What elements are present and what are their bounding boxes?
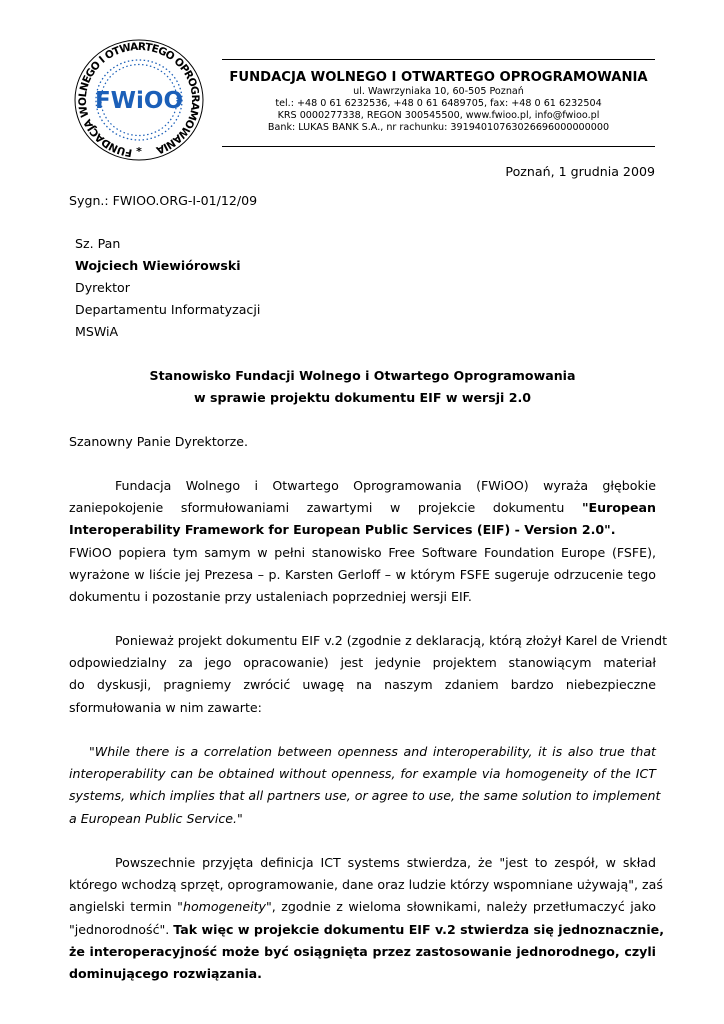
header-top-rule: [222, 59, 655, 60]
organization-phones: tel.: +48 0 61 6232536, +48 0 61 6489705, fax: +48 0 61 6232504: [275, 98, 602, 109]
p1-line-4: FWiOO popiera tym samym w pełni stanowisko Free Software Foundation Europe (FSFE),: [69, 545, 656, 560]
recipient-name: Wojciech Wiewiórowski: [75, 258, 241, 273]
reference-number: Sygn.: FWIOO.ORG-I-01/12/09: [69, 193, 258, 208]
p3-line-4-bold: Tak więc w projekcie dokumentu EIF v.2 stwierdza się jednoznacznie,: [173, 922, 664, 937]
p3-line-2: którego wchodzą sprzęt, oprogramowanie, dane oraz ludzie którzy wspomniane używają", zaś: [69, 877, 663, 892]
organization-address: ul. Wawrzyniaka 10, 60-505 Poznań: [353, 86, 524, 97]
p3-line-3: [69, 899, 656, 915]
fwioo-logo: [66, 38, 212, 162]
subject-line-2: w sprawie projektu dokumentu EIF w wersji 2.0: [193, 390, 532, 405]
p3-line-3-a: angielski termin ": [69, 899, 183, 914]
organization-registry: KRS 0000277338, REGON 300545500, www.fwioo.pl, info@fwioo.pl: [277, 110, 600, 121]
p1-line-2: [69, 500, 656, 516]
quote-line-1: "While there is a correlation between openness and interoperability, it is also true that: [89, 744, 656, 759]
header-bottom-rule: [222, 146, 655, 147]
greeting: Szanowny Panie Dyrektorze.: [69, 434, 248, 449]
logo-star: *: [136, 145, 142, 158]
p1-line-2-bold: "European: [581, 500, 656, 515]
p1-line-5: wyrażone w liście jej Prezesa – p. Karsten Gerloff – w którym FSFE sugeruje odrzucenie tego: [69, 567, 656, 582]
p2-line-2: odpowiedzialny za jego opracowanie) jest jedynie projektem stanowiącym materiał: [69, 655, 656, 670]
p2-line-3: do dyskusji, pragniemy zwrócić uwagę na naszym zdaniem bardzo niebezpieczne: [69, 677, 656, 692]
p1-line-2-text: zaniepokojenie sformułowaniami zawartymi w projekcie dokumentu: [69, 500, 582, 515]
p3-line-4-a: "jednorodność".: [69, 922, 174, 937]
p1-line-3: Interoperability Framework for European Public Services (EIF) - Version 2.0".: [69, 522, 616, 537]
logo-ring-text: FUNDACJA WOLNEGO I OTWARTEGO OPROGRAMOWANIA: [76, 40, 202, 159]
p3-line-3-c: ", zgodnie z wieloma słownikami, należy przetłumaczyć jako: [266, 899, 656, 914]
recipient-department: Departamentu Informatyzacji: [75, 302, 261, 317]
p3-line-4: [69, 922, 664, 938]
p3-line-3-italic: homogeneity: [182, 899, 266, 914]
p3-line-6: dominującego rozwiązania.: [69, 966, 262, 981]
p3-line-1: Powszechnie przyjęta definicja ICT systems stwierdza, że "jest to zespół, w skład: [115, 855, 656, 870]
organization-bank: Bank: LUKAS BANK S.A., nr rachunku: 39194010763026696000000000: [267, 122, 610, 133]
recipient-ministry: MSWiA: [75, 324, 119, 339]
quote-line-2: interoperability can be obtained without openness, for example via homogeneity of the ICT: [69, 766, 656, 781]
logo-initials: FWiOO: [94, 88, 184, 114]
p2-line-4: sformułowania w nim zawarte:: [69, 700, 262, 715]
p1-line-1: Fundacja Wolnego i Otwartego Oprogramowania (FWiOO) wyraża głębokie: [115, 478, 656, 493]
quote-line-3: systems, which implies that all partners use, or agree to use, the same solution to implement: [69, 788, 661, 803]
recipient-salutation: Sz. Pan: [75, 236, 121, 251]
subject-line-1: Stanowisko Fundacji Wolnego i Otwartego Oprogramowania: [149, 368, 576, 383]
organization-name: FUNDACJA WOLNEGO I OTWARTEGO OPROGRAMOWANIA: [229, 70, 648, 85]
p1-line-6: dokumentu i pozostanie przy ustaleniach poprzedniej wersji EIF.: [69, 589, 472, 604]
place-date: Poznań, 1 grudnia 2009: [505, 164, 655, 179]
p2-line-1: Ponieważ projekt dokumentu EIF v.2 (zgodnie z deklaracją, którą złożył Karel de Vriendt: [115, 633, 668, 648]
quote-line-4: a European Public Service.": [69, 811, 243, 826]
recipient-title: Dyrektor: [75, 280, 130, 295]
p3-line-5: że interoperacyjność może być osiągnięta przez zastosowanie jednorodnego, czyli: [69, 944, 656, 959]
